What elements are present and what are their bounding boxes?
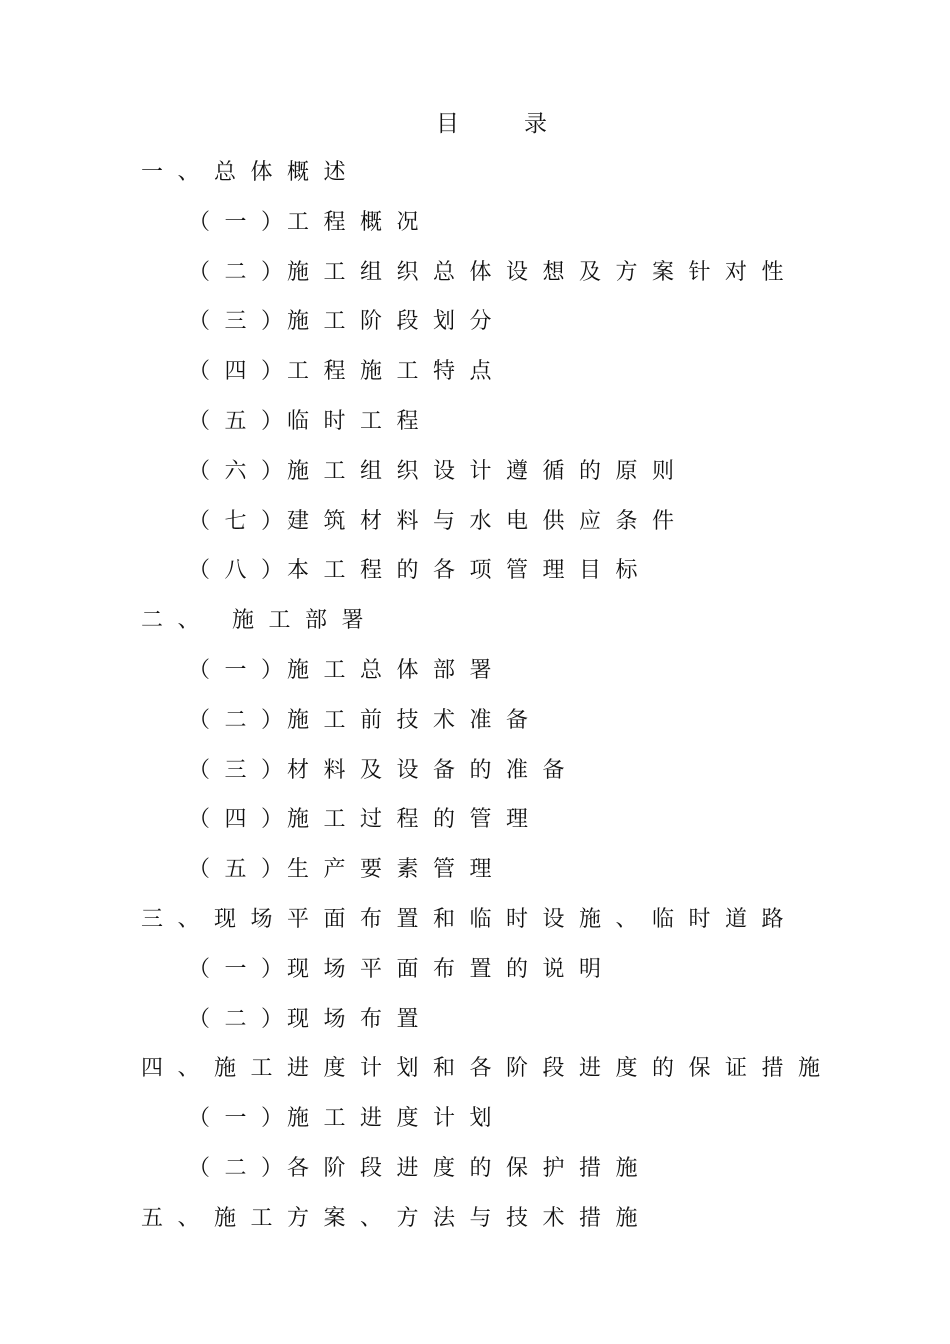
toc-entry-text: 材料及设备的准备 [287, 757, 580, 783]
toc-entry-text: 各阶段进度的保护措施 [287, 1155, 653, 1181]
toc-entry-text: 现场布置 [287, 1006, 434, 1032]
toc-entry-number: （二） [188, 707, 298, 733]
toc-entry-number: （一） [188, 956, 298, 982]
toc-entry-number: （七） [188, 508, 298, 534]
toc-entry-text: 生产要素管理 [287, 857, 507, 883]
toc-entry-text: 工程概况 [287, 209, 434, 235]
toc-entry-number: （三） [188, 309, 298, 335]
toc-entry [0, 653, 950, 703]
toc-entry-number: （二） [188, 259, 298, 285]
toc-entry-number: （三） [188, 757, 298, 783]
toc-entry [0, 753, 950, 803]
toc-entry-number: （一） [188, 657, 298, 683]
toc-list [0, 155, 950, 1251]
toc-title [0, 106, 950, 142]
toc-entry-text: 现场平面布置和临时设施、临时道路 [214, 906, 799, 932]
toc-entry-number: 二、 [141, 608, 215, 634]
toc-entry-number: （四） [188, 807, 298, 833]
toc-entry-text: 施工总体部署 [287, 657, 507, 683]
toc-entry [0, 1151, 950, 1201]
toc-entry-text: 施工方案、方法与技术措施 [214, 1205, 653, 1231]
toc-entry [0, 155, 950, 205]
toc-entry [0, 255, 950, 305]
toc-entry-number: 四、 [141, 1056, 215, 1082]
toc-title-left: 目 [436, 111, 459, 137]
toc-entry-text: 施工组织总体设想及方案针对性 [287, 259, 799, 285]
toc-entry-text: 现场平面布置的说明 [287, 956, 616, 982]
toc-entry [0, 404, 950, 454]
toc-entry-text: 施工阶段划分 [287, 309, 507, 335]
toc-entry [0, 454, 950, 504]
toc-entry-number: （二） [188, 1006, 298, 1032]
toc-entry-text: 本工程的各项管理目标 [287, 558, 653, 584]
toc-entry-number: 三、 [141, 906, 215, 932]
toc-entry-text: 施工过程的管理 [287, 807, 543, 833]
toc-entry-number: （五） [188, 857, 298, 883]
toc-entry-text: 工程施工特点 [287, 359, 507, 385]
toc-entry-text: 施工前技术准备 [287, 707, 543, 733]
toc-entry [0, 703, 950, 753]
toc-entry-text: 临时工程 [287, 408, 434, 434]
toc-entry [0, 1002, 950, 1052]
toc-entry-number: （一） [188, 1106, 298, 1132]
toc-entry-text: 建筑材料与水电供应条件 [287, 508, 689, 534]
toc-entry-text: 施工组织设计遵循的原则 [287, 458, 689, 484]
toc-entry-text: 施工进度计划 [287, 1106, 507, 1132]
toc-title-right: 录 [524, 111, 547, 137]
toc-entry-number: 五、 [141, 1205, 215, 1231]
toc-entry-number: （八） [188, 558, 298, 584]
toc-entry [0, 553, 950, 603]
toc-entry [0, 952, 950, 1002]
toc-entry [0, 852, 950, 902]
toc-entry [0, 902, 950, 952]
toc-entry-number: （四） [188, 359, 298, 385]
toc-entry-number: （六） [188, 458, 298, 484]
toc-entry-number: （五） [188, 408, 298, 434]
toc-entry-number: 一、 [141, 160, 215, 185]
toc-entry [0, 1051, 950, 1101]
toc-entry [0, 304, 950, 354]
toc-entry [0, 1101, 950, 1151]
toc-entry-number: （二） [188, 1155, 298, 1181]
toc-entry [0, 504, 950, 554]
toc-entry [0, 603, 950, 653]
toc-entry [0, 354, 950, 404]
toc-entry [0, 802, 950, 852]
toc-entry-text: 总体概述 [214, 160, 361, 185]
toc-entry [0, 205, 950, 255]
toc-entry [0, 1201, 950, 1251]
toc-entry-text: 施工进度计划和各阶段进度的保证措施 [214, 1056, 835, 1082]
toc-entry-number: （一） [188, 209, 298, 235]
toc-entry-text: 施工部署 [232, 608, 379, 634]
